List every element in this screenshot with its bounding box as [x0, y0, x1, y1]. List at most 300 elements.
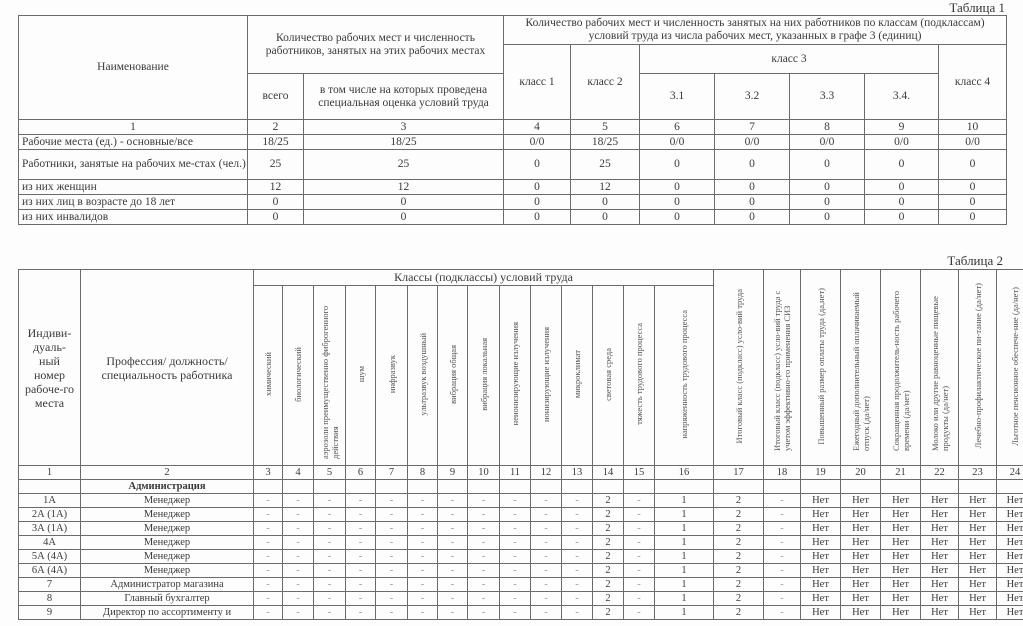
cell-value: - — [468, 578, 500, 592]
cell-value: - — [500, 606, 531, 620]
cell-value: - — [500, 522, 531, 536]
header-factor-label: неионизирующие излучения — [510, 322, 520, 426]
cell-value: - — [254, 578, 283, 592]
cell-value: - — [624, 592, 655, 606]
cell-value: 18/25 — [304, 135, 504, 150]
cell-value: - — [624, 550, 655, 564]
cell-value: - — [254, 564, 283, 578]
header-factor — [593, 286, 624, 466]
profession: Менеджер — [81, 494, 254, 508]
cell-value: - — [376, 578, 408, 592]
header-factor — [562, 286, 593, 466]
column-number: 17 — [714, 466, 764, 480]
header-extra-label: Итоговый класс (подкласс) усло-вий труда — [733, 288, 744, 444]
cell-value: 0 — [640, 195, 715, 210]
cell-value: - — [254, 536, 283, 550]
column-number: 3 — [254, 466, 283, 480]
summary-table — [18, 15, 1007, 225]
column-number: 5 — [571, 120, 640, 135]
header-factor-label: аэрозоли преимущественно фиброгенного действия — [319, 305, 340, 459]
column-number: 10 — [468, 466, 500, 480]
empty-cell — [408, 480, 438, 494]
table-row — [19, 494, 1023, 508]
header-factor — [283, 286, 314, 466]
cell-value: - — [408, 522, 438, 536]
column-number: 4 — [504, 120, 571, 135]
column-number: 8 — [408, 466, 438, 480]
table2-caption: Таблица 2 — [947, 253, 1003, 268]
cell-value: - — [346, 550, 376, 564]
cell-value: 0/0 — [504, 135, 571, 150]
cell-value: - — [764, 606, 801, 620]
empty-cell — [593, 480, 624, 494]
cell-value: - — [562, 508, 593, 522]
header-extra — [764, 270, 801, 466]
profession: Главный бухгалтер — [81, 592, 254, 606]
profession: Менеджер — [81, 536, 254, 550]
cell-value: 2 — [593, 536, 624, 550]
header-factor-label: микроклимат — [572, 349, 582, 399]
cell-value: - — [624, 508, 655, 522]
header-factor — [655, 286, 714, 466]
cell-value: - — [376, 606, 408, 620]
cell-value: - — [346, 578, 376, 592]
cell-value: - — [283, 606, 314, 620]
cell-value: Нет — [997, 606, 1023, 620]
cell-value: 0/0 — [939, 135, 1007, 150]
cell-value: 25 — [304, 150, 504, 180]
cell-value: Нет — [959, 522, 997, 536]
cell-value: 0 — [939, 180, 1007, 195]
cell-value: - — [254, 508, 283, 522]
header-factor-label: ультразвук воздушный — [417, 332, 428, 416]
column-number: 6 — [640, 120, 715, 135]
header-profession: Профессия/ должность/ специальность работника — [81, 270, 254, 466]
cell-value: - — [408, 564, 438, 578]
cell-value: Нет — [881, 550, 921, 564]
cell-value: - — [376, 536, 408, 550]
cell-value: - — [531, 578, 562, 592]
cell-value: - — [500, 536, 531, 550]
cell-value: 2 — [714, 564, 764, 578]
cell-value: - — [468, 508, 500, 522]
cell-value: - — [764, 508, 801, 522]
cell-value: 1 — [655, 494, 714, 508]
cell-value: 0 — [715, 180, 790, 195]
cell-value: Нет — [841, 606, 881, 620]
header-group-b: Количество рабочих мест и численность занятых на них работников по классам (подклассам) условий труда из числа рабочих мест, указанных в графе 3 (единиц) — [504, 16, 1007, 45]
column-number: 13 — [562, 466, 593, 480]
cell-value: 0 — [504, 180, 571, 195]
header-extra-label: Повышенный размер оплаты труда (да,нет) — [815, 287, 826, 445]
cell-value: 0 — [790, 210, 865, 225]
cell-value: Нет — [921, 606, 959, 620]
cell-value: 0 — [939, 210, 1007, 225]
cell-value: Нет — [997, 494, 1023, 508]
cell-value: Нет — [801, 550, 841, 564]
cell-value: 2 — [593, 508, 624, 522]
cell-value: - — [764, 578, 801, 592]
column-numbers-row — [19, 466, 1023, 480]
cell-value: - — [438, 508, 468, 522]
cell-value: 0 — [790, 150, 865, 180]
empty-cell — [346, 480, 376, 494]
cell-value: - — [408, 550, 438, 564]
cell-value: 12 — [248, 180, 304, 195]
cell-value: Нет — [921, 508, 959, 522]
cell-value: - — [408, 606, 438, 620]
cell-value: Нет — [801, 522, 841, 536]
header-extra-label: Молоко или другие равноценные пищевые продукты (да/нет) — [929, 296, 950, 451]
header-factor-label: световая среда — [603, 347, 613, 401]
cell-value: 0 — [504, 210, 571, 225]
cell-value: - — [283, 592, 314, 606]
row-name: Рабочие места (ед.) - основные/все — [19, 135, 248, 150]
cell-value: - — [438, 522, 468, 536]
column-number: 22 — [921, 466, 959, 480]
cell-value: - — [314, 564, 346, 578]
cell-value: - — [468, 494, 500, 508]
cell-value: 0 — [939, 150, 1007, 180]
cell-value: - — [254, 550, 283, 564]
cell-value: 1 — [655, 536, 714, 550]
cell-value: 0 — [865, 195, 939, 210]
workplace-id: 4А — [19, 536, 81, 550]
column-number: 5 — [314, 466, 346, 480]
cell-value: - — [531, 592, 562, 606]
column-number: 18 — [764, 466, 801, 480]
column-number: 11 — [500, 466, 531, 480]
table-row — [19, 180, 1007, 195]
table-row — [19, 564, 1023, 578]
cell-value: - — [562, 578, 593, 592]
cell-value: 1 — [655, 606, 714, 620]
cell-value: - — [314, 606, 346, 620]
cell-value: - — [764, 592, 801, 606]
workplace-id: 3А (1А) — [19, 522, 81, 536]
header-class3-1: 3.1 — [640, 74, 715, 120]
workplace-id: 2А (1А) — [19, 508, 81, 522]
column-number: 4 — [283, 466, 314, 480]
cell-value: - — [376, 494, 408, 508]
cell-value: - — [624, 606, 655, 620]
cell-value: 2 — [714, 522, 764, 536]
cell-value: - — [346, 564, 376, 578]
header-total: всего — [248, 74, 304, 120]
header-extra-label: Итоговый класс (подкласс) усло-вий труда с учетом эффективно-го применения СИЗ — [772, 290, 792, 451]
cell-value: - — [438, 578, 468, 592]
cell-value: 2 — [593, 494, 624, 508]
cell-value: - — [376, 522, 408, 536]
empty-cell — [314, 480, 346, 494]
empty-cell — [624, 480, 655, 494]
cell-value: Нет — [959, 606, 997, 620]
cell-value: Нет — [997, 564, 1023, 578]
cell-value: Нет — [997, 578, 1023, 592]
cell-value: 2 — [714, 550, 764, 564]
cell-value: - — [500, 550, 531, 564]
column-number: 9 — [438, 466, 468, 480]
cell-value: Нет — [959, 550, 997, 564]
header-class3-4: 3.4. — [865, 74, 939, 120]
header-factor-label: вибрация локальная — [478, 337, 489, 411]
table-row — [19, 210, 1007, 225]
cell-value: 0 — [248, 195, 304, 210]
header-class3-2: 3.2 — [715, 74, 790, 120]
profession: Менеджер — [81, 522, 254, 536]
cell-value: 18/25 — [571, 135, 640, 150]
cell-value: - — [562, 550, 593, 564]
row-name: из них лиц в возрасте до 18 лет — [19, 195, 248, 210]
cell-value: Нет — [921, 494, 959, 508]
cell-value: Нет — [997, 550, 1023, 564]
column-number: 7 — [376, 466, 408, 480]
column-number: 10 — [939, 120, 1007, 135]
cell-value: - — [438, 494, 468, 508]
header-factor-label: напряженность трудового процесса — [679, 309, 689, 439]
cell-value: - — [314, 494, 346, 508]
cell-value: Нет — [921, 564, 959, 578]
cell-value: 0 — [304, 210, 504, 225]
cell-value: Нет — [801, 592, 841, 606]
cell-value: - — [531, 564, 562, 578]
cell-value: - — [624, 494, 655, 508]
cell-value: - — [500, 564, 531, 578]
cell-value: 0 — [715, 150, 790, 180]
cell-value: 2 — [593, 550, 624, 564]
empty-cell — [468, 480, 500, 494]
header-factor-label: биологический — [293, 346, 303, 402]
cell-value: - — [624, 522, 655, 536]
cell-value: Нет — [997, 522, 1023, 536]
cell-value: 0 — [715, 210, 790, 225]
cell-value: 0 — [939, 195, 1007, 210]
cell-value: - — [254, 494, 283, 508]
profession: Менеджер — [81, 564, 254, 578]
header-class2: класс 2 — [571, 45, 640, 120]
header-factor — [314, 286, 346, 466]
header-extra — [714, 270, 764, 466]
table-row — [19, 150, 1007, 180]
empty-cell — [438, 480, 468, 494]
workplace-table — [18, 269, 1023, 620]
header-extra — [997, 270, 1023, 466]
cell-value: - — [764, 550, 801, 564]
cell-value: - — [283, 578, 314, 592]
cell-value: Нет — [997, 508, 1023, 522]
cell-value: 1 — [655, 522, 714, 536]
header-group-a: Количество рабочих мест и численность работников, занятых на этих рабочих местах — [248, 16, 504, 74]
cell-value: Нет — [921, 592, 959, 606]
empty-cell — [500, 480, 531, 494]
table-row — [19, 550, 1023, 564]
cell-value: - — [468, 536, 500, 550]
profession: Администратор магазина — [81, 578, 254, 592]
cell-value: 2 — [714, 508, 764, 522]
cell-value: 2 — [593, 578, 624, 592]
header-class3: класс 3 — [640, 45, 939, 74]
cell-value: - — [408, 578, 438, 592]
header-extra — [921, 270, 959, 466]
cell-value: - — [283, 494, 314, 508]
cell-value: - — [531, 606, 562, 620]
cell-value: 0 — [715, 195, 790, 210]
column-number: 9 — [865, 120, 939, 135]
cell-value: 2 — [593, 564, 624, 578]
section-row — [19, 480, 1023, 494]
cell-value: Нет — [881, 564, 921, 578]
cell-value: 0/0 — [865, 135, 939, 150]
cell-value: - — [764, 564, 801, 578]
cell-value: - — [314, 550, 346, 564]
empty-cell — [997, 480, 1023, 494]
cell-value: - — [314, 536, 346, 550]
header-extra — [801, 270, 841, 466]
cell-value: Нет — [881, 578, 921, 592]
workplace-id: 6А (4А) — [19, 564, 81, 578]
cell-value: Нет — [801, 508, 841, 522]
cell-value: - — [346, 494, 376, 508]
cell-value: - — [283, 564, 314, 578]
table1-caption: Таблица 1 — [949, 0, 1005, 15]
cell-value: Нет — [881, 494, 921, 508]
cell-value: 2 — [714, 494, 764, 508]
column-number: 1 — [19, 466, 81, 480]
cell-value: 0 — [640, 210, 715, 225]
cell-value: - — [562, 592, 593, 606]
cell-value: - — [500, 494, 531, 508]
header-extra-label: Лечебно-профилактическое пи-тание (да/нет) — [972, 283, 983, 449]
cell-value: Нет — [801, 578, 841, 592]
column-number: 2 — [81, 466, 254, 480]
cell-value: Нет — [841, 592, 881, 606]
cell-value: 0 — [571, 195, 640, 210]
header-extra — [841, 270, 881, 466]
cell-value: 0 — [304, 195, 504, 210]
column-number: 15 — [624, 466, 655, 480]
table-row — [19, 592, 1023, 606]
cell-value: - — [408, 494, 438, 508]
empty-cell — [801, 480, 841, 494]
header-factor — [531, 286, 562, 466]
cell-value: Нет — [801, 536, 841, 550]
header-factor-label: шум — [355, 365, 366, 383]
column-number: 16 — [655, 466, 714, 480]
header-factor — [346, 286, 376, 466]
header-class3-3: 3.3 — [790, 74, 865, 120]
cell-value: 2 — [714, 536, 764, 550]
column-number: 3 — [304, 120, 504, 135]
cell-value: - — [500, 508, 531, 522]
cell-value: - — [408, 592, 438, 606]
cell-value: Нет — [841, 508, 881, 522]
column-number: 21 — [881, 466, 921, 480]
empty-cell — [841, 480, 881, 494]
empty-cell — [959, 480, 997, 494]
cell-value: - — [764, 522, 801, 536]
cell-value: Нет — [881, 536, 921, 550]
header-workplace-id: Индиви-дуаль-ный номер рабоче-го места — [19, 270, 81, 466]
cell-value: Нет — [841, 564, 881, 578]
table-row — [19, 522, 1023, 536]
cell-value: - — [254, 592, 283, 606]
header-factor — [438, 286, 468, 466]
cell-value: - — [764, 494, 801, 508]
cell-value: Нет — [921, 522, 959, 536]
cell-value: Нет — [959, 564, 997, 578]
column-number: 6 — [346, 466, 376, 480]
cell-value: 0 — [865, 150, 939, 180]
row-name: из них женщин — [19, 180, 248, 195]
cell-value: 0 — [640, 180, 715, 195]
row-name: из них инвалидов — [19, 210, 248, 225]
cell-value: - — [314, 592, 346, 606]
cell-value: - — [624, 564, 655, 578]
cell-value: 1 — [655, 564, 714, 578]
empty-cell — [764, 480, 801, 494]
cell-value: 0/0 — [640, 135, 715, 150]
cell-value: - — [314, 578, 346, 592]
cell-value: 25 — [571, 150, 640, 180]
header-factor-label: тяжесть трудового процесса — [634, 323, 644, 425]
empty-cell — [714, 480, 764, 494]
cell-value: - — [468, 550, 500, 564]
cell-value: - — [468, 564, 500, 578]
cell-value: - — [500, 592, 531, 606]
header-factor-label: ионизирующие излучения — [541, 326, 551, 422]
header-assessed: в том числе на которых проведена специальная оценка условий труда — [304, 74, 504, 120]
cell-value: - — [314, 508, 346, 522]
header-classes-group: Классы (подклассы) условий труда — [254, 270, 714, 286]
table-row — [19, 135, 1007, 150]
cell-value: Нет — [959, 508, 997, 522]
cell-value: Нет — [841, 550, 881, 564]
cell-value: Нет — [801, 494, 841, 508]
column-number: 19 — [801, 466, 841, 480]
column-number: 2 — [248, 120, 304, 135]
cell-value: Нет — [921, 578, 959, 592]
header-extra — [959, 270, 997, 466]
cell-value: - — [376, 564, 408, 578]
cell-value: 0 — [504, 150, 571, 180]
header-factor-label: вибрация общая — [447, 344, 458, 404]
cell-value: 0/0 — [715, 135, 790, 150]
cell-value: - — [468, 592, 500, 606]
cell-value: 0 — [504, 195, 571, 210]
column-number: 14 — [593, 466, 624, 480]
header-extra-label: Льготное пенсионное обеспече-ние (да/нет) — [1010, 286, 1020, 446]
cell-value: - — [531, 536, 562, 550]
empty-cell — [655, 480, 714, 494]
header-class1: класс 1 — [504, 45, 571, 120]
cell-value: - — [562, 564, 593, 578]
cell-value: Нет — [881, 522, 921, 536]
cell-value: - — [764, 536, 801, 550]
header-factor — [376, 286, 408, 466]
cell-value: - — [346, 522, 376, 536]
header-factor — [254, 286, 283, 466]
cell-value: 0 — [865, 210, 939, 225]
cell-value: Нет — [841, 536, 881, 550]
cell-value: 1 — [655, 592, 714, 606]
cell-value: 2 — [714, 592, 764, 606]
cell-value: Нет — [921, 550, 959, 564]
cell-value: Нет — [881, 606, 921, 620]
empty-cell — [254, 480, 283, 494]
cell-value: 1 — [655, 508, 714, 522]
table-row — [19, 195, 1007, 210]
cell-value: Нет — [841, 578, 881, 592]
